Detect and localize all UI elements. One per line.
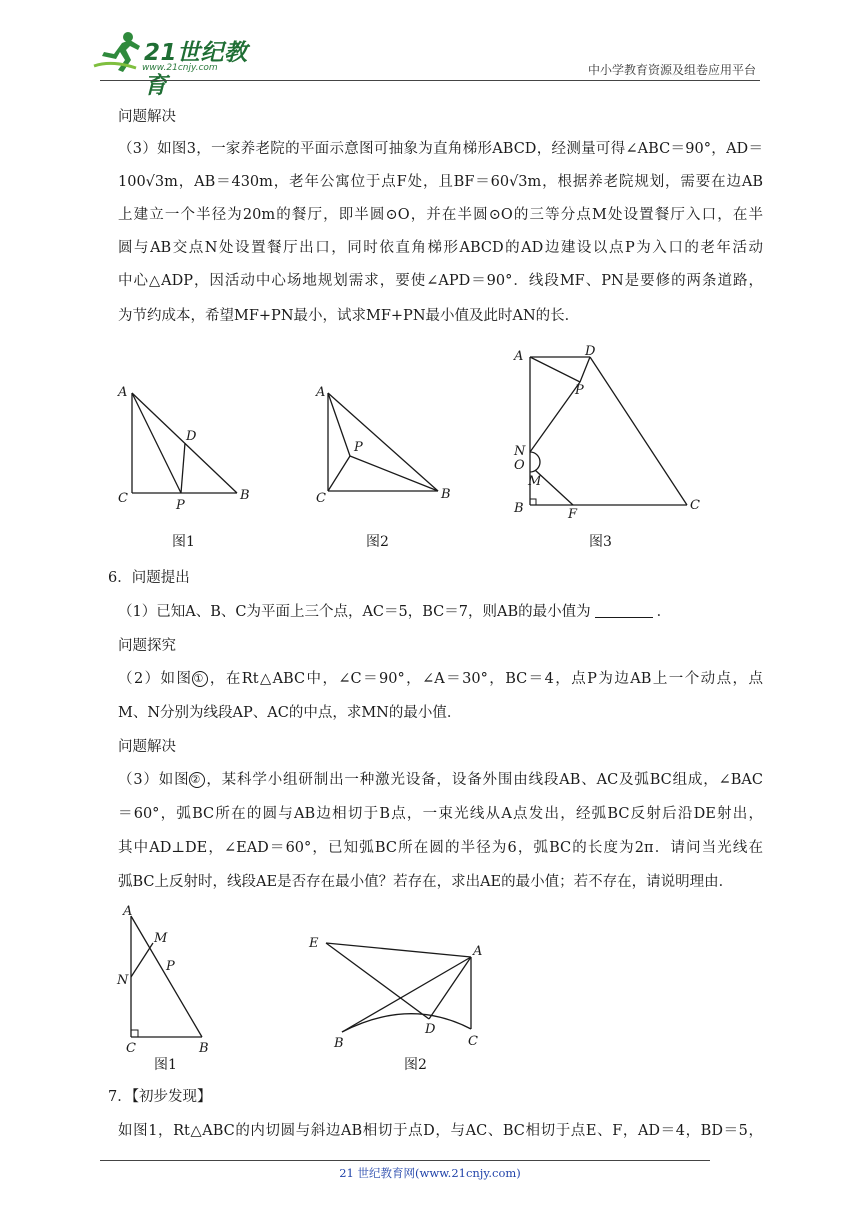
label-C: C	[316, 491, 326, 506]
q6-fig1-caption: 图1	[154, 1057, 177, 1073]
label-P: P	[176, 498, 185, 513]
answer-blank[interactable]	[595, 603, 653, 618]
label-C: C	[118, 491, 128, 506]
label-A: A	[118, 385, 128, 400]
label-C: C	[690, 498, 700, 513]
footer-divider	[100, 1160, 710, 1161]
q6-part-3-line-2: ＝60°，弧BC所在的圆与AB边相切于B点，一束光线从A点发出，经弧BC反射后沿DE射出，	[118, 806, 763, 822]
label-P: P	[354, 440, 363, 455]
q7-line-1: 如图1，Rt△ABC的内切圆与斜边AB相切于点D，与AC、BC相切于点E、F，AD＝4，BD＝5，	[118, 1123, 763, 1139]
q6-part-3-line-1	[118, 770, 763, 790]
q6-fig2-caption: 图2	[404, 1057, 427, 1073]
q5-figure-2	[308, 378, 468, 553]
label-E: E	[309, 936, 319, 951]
q6-part-3-line-4: 弧BC上反射时，线段AE是否存在最小值？若存在，求出AE的最小值；若不存在，请说明理由．	[118, 874, 734, 890]
logo-title: 21世纪教育	[144, 40, 248, 99]
q5-line-5: 中心△ADP，因活动中心场地规划需求，要使∠APD＝90°．线段MF、PN是要修的两条道路，	[118, 273, 763, 289]
q6-figure-1	[110, 900, 220, 1075]
section-heading-solve-2: 问题解决	[118, 739, 176, 755]
section-heading-solve: 问题解决	[118, 109, 176, 125]
label-N: N	[514, 444, 526, 459]
label-A: A	[514, 349, 524, 364]
label-B: B	[441, 487, 451, 502]
q5-fig1-caption: 图1	[172, 534, 195, 550]
q5-line-3: 上建立一个半径为20m的餐厅，即半圆⊙O，并在半圆⊙O的三等分点M处设置餐厅入口，在半	[118, 207, 763, 223]
label-D: D	[585, 344, 596, 359]
q5-line-1: （3）如图3，一家养老院的平面示意图可抽象为直角梯形ABCD，经测量可得∠ABC＝90°，AD＝	[118, 141, 763, 157]
site-logo[interactable]	[92, 30, 262, 99]
label-B: B	[199, 1041, 209, 1056]
q7-number-heading: 7．【初步发现】	[108, 1089, 212, 1105]
q6-part-3-prefix: （3）如图	[118, 772, 190, 788]
footer-link[interactable]: 21 世纪教育网(www.21cnjy.com)	[339, 1166, 521, 1180]
label-O: O	[514, 458, 525, 473]
label-M: M	[528, 474, 542, 489]
q5-line-2: 100√3m，AB＝430m，老年公寓位于点F处，且BF＝60√3m，根据养老院规划，需要在边AB	[118, 174, 763, 190]
q6-part-2-text: ，在Rt△ABC中，∠C＝90°，∠A＝30°，BC＝4，点P为边AB上一个动点，点	[208, 671, 763, 687]
label-P: P	[166, 959, 175, 974]
label-M: M	[154, 931, 168, 946]
q5-line-4: 圆与AB交点N处设置餐厅出口，同时依直角梯形ABCD的AD边建设以点P为入口的老年活动	[118, 240, 763, 256]
label-N: N	[117, 973, 129, 988]
q5-figure-1	[112, 378, 252, 553]
label-B: B	[334, 1036, 344, 1051]
q5-figure-3	[505, 342, 715, 554]
q6-part-1-text: （1）已知A、B、C为平面上三个点，AC＝5，BC＝7，则AB的最小值为	[118, 604, 591, 620]
q6-part-2-line-2: M、N分别为线段AP、AC的中点，求MN的最小值．	[118, 705, 462, 721]
label-B: B	[240, 488, 250, 503]
site-slogan: 中小学教育资源及组卷应用平台	[587, 63, 756, 77]
q6-figure-2	[300, 925, 500, 1075]
q6-part-3-text: ，某科学小组研制出一种激光设备，设备外围由线段AB、AC及弧BC组成，∠BAC	[205, 772, 763, 788]
label-A: A	[473, 944, 483, 959]
page-header	[0, 0, 860, 99]
logo-url: www.21cnjy.com	[142, 63, 218, 73]
label-A: A	[316, 385, 326, 400]
label-B: B	[514, 501, 524, 516]
label-P: P	[575, 383, 584, 398]
label-A: A	[123, 904, 133, 919]
circled-number-1: ①	[192, 671, 208, 687]
q6-part-1-end: ．	[656, 604, 672, 620]
q5-fig3-caption: 图3	[589, 534, 612, 550]
circled-number-2: ②	[189, 772, 205, 788]
label-F: F	[568, 507, 578, 522]
q5-line-6: 为节约成本，希望MF+PN最小，试求MF+PN最小值及此时AN的长．	[118, 308, 580, 324]
q6-part-3-line-3: 其中AD⊥DE，∠EAD＝60°，已知弧BC所在圆的半径为6，弧BC的长度为2π．请问当光线在	[118, 840, 763, 856]
q6-number-heading: 6．问题提出	[108, 570, 190, 586]
q6-part-1	[118, 602, 671, 622]
q6-part-2-line-1	[118, 669, 763, 689]
q5-fig2-caption: 图2	[366, 534, 389, 550]
header-divider	[100, 80, 760, 81]
q6-part-2-prefix: （2）如图	[118, 671, 193, 687]
label-D: D	[186, 429, 197, 444]
label-C: C	[126, 1041, 136, 1056]
section-heading-explore: 问题探究	[118, 638, 176, 654]
label-C: C	[468, 1034, 478, 1049]
runner-icon	[92, 30, 144, 74]
label-D: D	[425, 1022, 436, 1037]
